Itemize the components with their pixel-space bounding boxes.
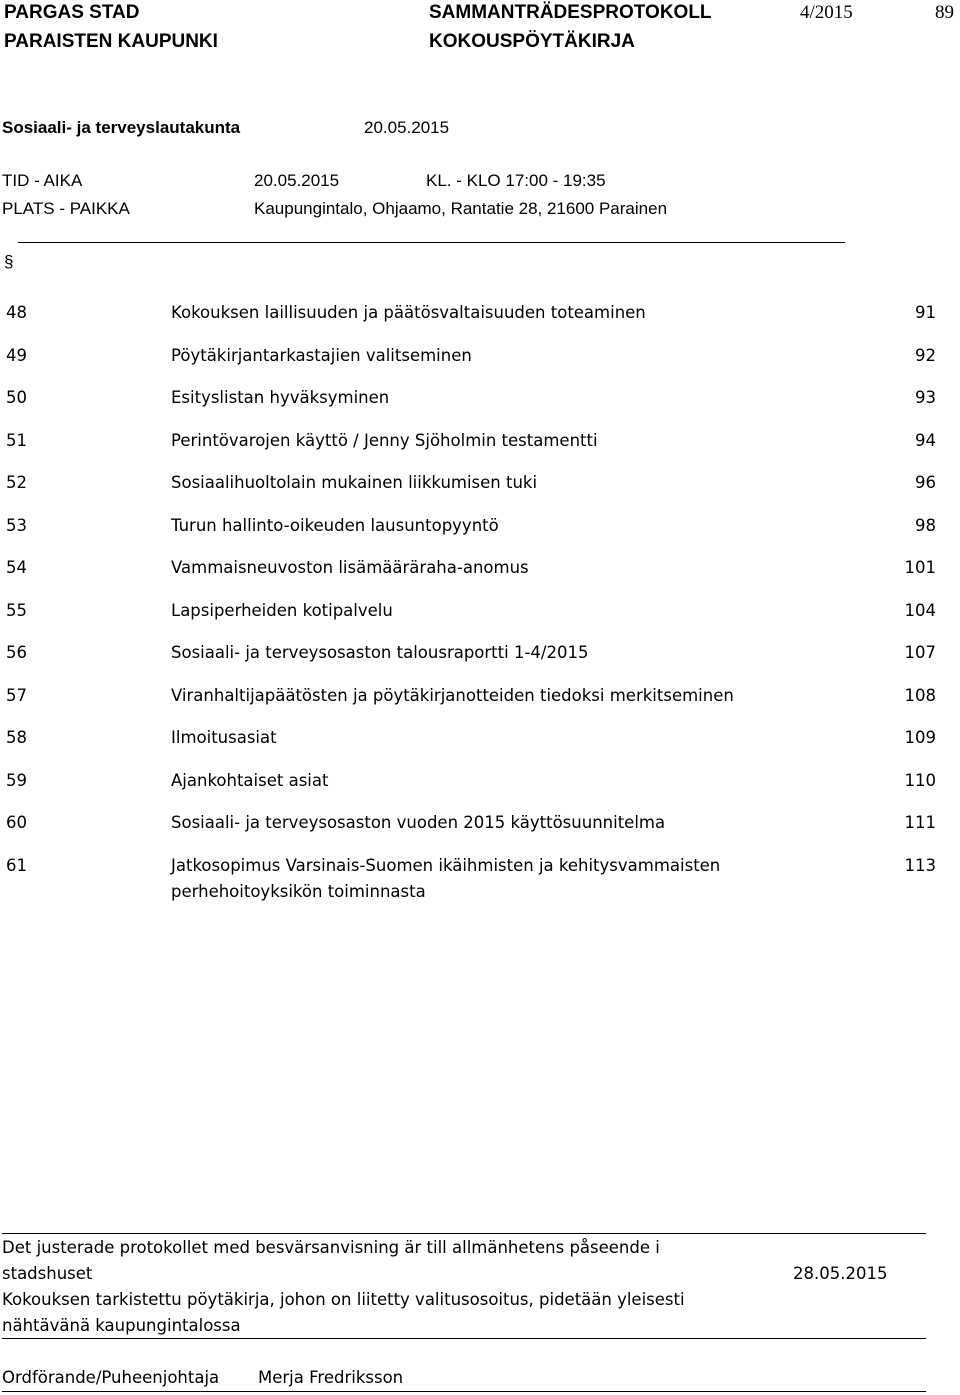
- agenda-item: [6, 555, 936, 598]
- agenda-item-title: Lapsiperheiden kotipalvelu: [171, 600, 393, 620]
- time-label: TID - AIKA: [2, 171, 83, 190]
- agenda-item: [6, 428, 936, 471]
- agenda-item-page: 98: [915, 515, 936, 535]
- agenda-item-title: Sosiaali- ja terveysosaston vuoden 2015 käyttösuunnitelma: [171, 813, 666, 832]
- agenda-item-number: 56: [6, 643, 27, 662]
- committee-name: Sosiaali- ja terveyslautakunta: [2, 118, 241, 137]
- agenda-item-number: 55: [6, 600, 27, 620]
- agenda-item-page: 113: [904, 855, 936, 875]
- agenda-item-title: Viranhaltijapäätösten ja pöytäkirjanotteiden tiedoksi merkitseminen: [171, 685, 734, 705]
- agenda-item-title: Turun hallinto-oikeuden lausuntopyyntö: [171, 515, 499, 535]
- agenda-item-number: 57: [6, 685, 27, 705]
- agenda-item-title: Vammaisneuvoston lisämääräraha-anomus: [171, 558, 529, 577]
- agenda-item-page: 94: [915, 430, 936, 450]
- agenda-item-title: Ajankohtaiset asiat: [171, 770, 329, 790]
- place-label: PLATS - PAIKKA: [2, 199, 130, 218]
- doc-type-sv: SAMMANTRÄDESPROTOKOLL: [429, 2, 712, 23]
- agenda-item: [6, 810, 936, 853]
- agenda-item-page: 96: [915, 473, 936, 492]
- agenda-item-page: 93: [915, 388, 936, 407]
- agenda-item-page: 91: [915, 303, 936, 322]
- agenda-item-number: 48: [6, 303, 27, 322]
- agenda-item-title: Sosiaalihuoltolain mukainen liikkumisen tuki: [171, 473, 538, 492]
- place-value: Kaupungintalo, Ohjaamo, Rantatie 28, 21600 Parainen: [254, 199, 668, 218]
- agenda-item-title: Sosiaali- ja terveysosaston talousraportti 1-4/2015: [171, 643, 589, 662]
- agenda-item-number: 54: [6, 558, 27, 577]
- agenda-item: [6, 853, 936, 901]
- footer-middle-rule: [2, 1338, 926, 1339]
- notice-date: 28.05.2015: [793, 1264, 888, 1283]
- time-clock: KL. - KLO 17:00 - 19:35: [426, 171, 606, 190]
- doc-type-fi: KOKOUSPÖYTÄKIRJA: [429, 31, 635, 52]
- agenda-item: [6, 598, 936, 641]
- agenda-item-number: 60: [6, 813, 27, 832]
- agenda-item: [6, 343, 936, 386]
- agenda-item-title: Esityslistan hyväksyminen: [171, 388, 390, 407]
- agenda-item-page: 110: [904, 770, 936, 790]
- chair-label: Ordförande/Puheenjohtaja: [2, 1368, 220, 1387]
- agenda-item-page: 92: [915, 345, 936, 365]
- agenda-item-title: Ilmoitusasiat: [171, 728, 277, 747]
- agenda-item-title: Jatkosopimus Varsinais-Suomen ikäihmisten ja kehitysvammaisten perhehoitoyksikön toiminnasta: [171, 855, 721, 901]
- agenda-item-number: 49: [6, 345, 27, 365]
- org-name-fi: PARAISTEN KAUPUNKI: [4, 31, 218, 52]
- notice-sv-line1: Det justerade protokollet med besvärsanvisning är till allmänhetens påseende i: [2, 1238, 660, 1257]
- agenda-item-page: 104: [904, 600, 936, 620]
- agenda-item: [6, 470, 936, 513]
- agenda-item-number: 51: [6, 430, 27, 450]
- agenda-item-title: Kokouksen laillisuuden ja päätösvaltaisuuden toteaminen: [171, 303, 646, 322]
- notice-sv-line2: stadshuset: [2, 1264, 93, 1283]
- agenda-item-number: 61: [6, 855, 27, 875]
- issue-number: 4/2015: [800, 2, 853, 23]
- agenda-item-number: 59: [6, 770, 27, 790]
- agenda-item: [6, 725, 936, 768]
- agenda-item: [6, 683, 936, 726]
- agenda-list: [6, 300, 936, 901]
- agenda-item: [6, 300, 936, 343]
- agenda-item: [6, 768, 936, 811]
- org-name-sv: PARGAS STAD: [4, 2, 140, 23]
- notice-fi-line1: Kokouksen tarkistettu pöytäkirja, johon on liitetty valitusosoitus, pidetään yleisesti: [2, 1290, 685, 1309]
- agenda-item-number: 52: [6, 473, 27, 492]
- agenda-item-number: 58: [6, 728, 27, 747]
- agenda-item: [6, 513, 936, 556]
- agenda-item-title: Perintövarojen käyttö / Jenny Sjöholmin testamentti: [171, 430, 598, 450]
- notice-fi-line2: nähtävänä kaupungintalossa: [2, 1316, 241, 1335]
- agenda-item-page: 111: [904, 813, 936, 832]
- page-number: 89: [935, 2, 954, 23]
- time-date: 20.05.2015: [254, 171, 340, 190]
- meeting-date: 20.05.2015: [364, 118, 450, 137]
- agenda-item: [6, 640, 936, 683]
- agenda-item-page: 109: [904, 728, 936, 747]
- agenda-item-title: Pöytäkirjantarkastajien valitseminen: [171, 345, 472, 365]
- header-divider: [18, 242, 845, 243]
- agenda-item-number: 53: [6, 515, 27, 535]
- agenda-item: [6, 385, 936, 428]
- agenda-item-page: 108: [904, 685, 936, 705]
- section-symbol: §: [4, 252, 14, 271]
- chair-name: Merja Fredriksson: [258, 1368, 404, 1387]
- agenda-item-page: 107: [904, 643, 936, 662]
- agenda-item-number: 50: [6, 388, 27, 407]
- footer-bottom-rule: [2, 1391, 926, 1392]
- agenda-item-page: 101: [904, 558, 936, 577]
- footer-top-rule: [2, 1233, 926, 1234]
